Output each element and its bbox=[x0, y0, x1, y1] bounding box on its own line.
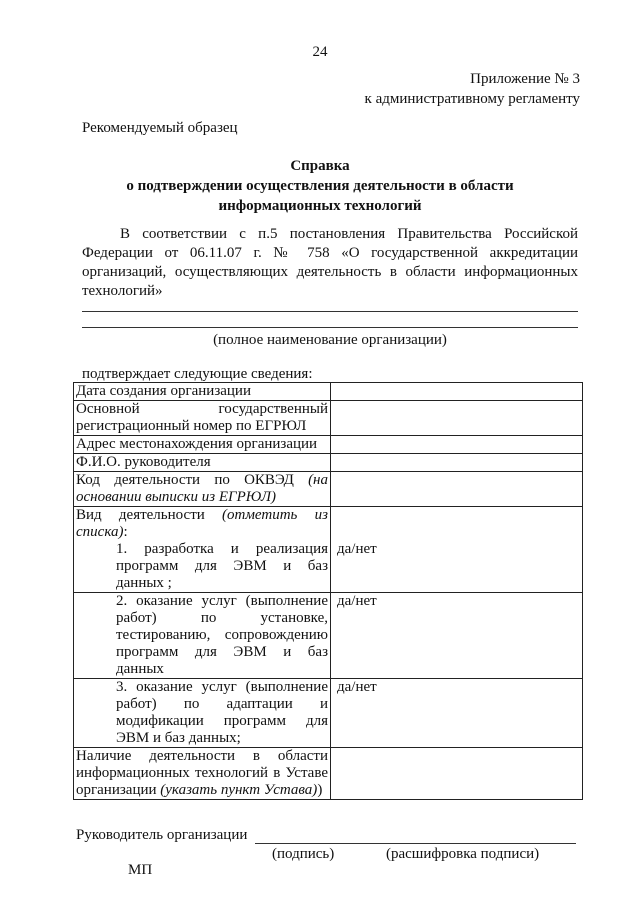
title-line-1: Справка bbox=[290, 158, 350, 174]
document-title bbox=[0, 156, 640, 216]
table-row bbox=[74, 593, 583, 679]
yes-no-2: да/нет bbox=[337, 593, 377, 609]
org-name-caption: (полное наименование организации) bbox=[213, 332, 447, 348]
row-value-director[interactable] bbox=[331, 454, 583, 472]
org-name-line-2[interactable] bbox=[82, 327, 578, 328]
okved-label: Код деятельности по ОКВЭД bbox=[76, 472, 294, 488]
row-label-activity-2 bbox=[74, 593, 331, 679]
row-value-creation-date[interactable] bbox=[331, 383, 583, 401]
okved-note: (на основании выписки из ЕГРЮЛ) bbox=[76, 472, 328, 505]
title-line-2: о подтверждении осуществления деятельности в области bbox=[126, 178, 514, 194]
row-label-activity bbox=[74, 507, 331, 593]
table-row bbox=[74, 748, 583, 800]
table-row bbox=[74, 507, 583, 593]
table-row bbox=[74, 472, 583, 507]
row-label-address: Адрес местонахождения организации bbox=[74, 436, 331, 454]
charter-close: ) bbox=[317, 782, 323, 798]
table-row bbox=[74, 383, 583, 401]
table-row bbox=[74, 401, 583, 436]
row-value-activity-2[interactable] bbox=[331, 593, 583, 679]
row-label-ogrn: Основной государственный регистрационный номер по ЕГРЮЛ bbox=[74, 401, 331, 436]
row-value-activity-1[interactable] bbox=[331, 507, 583, 593]
yes-no-1: да/нет bbox=[337, 541, 377, 557]
appendix-reference: к административному регламенту bbox=[364, 91, 580, 107]
activity-colon: : bbox=[123, 524, 128, 540]
director-signature-label: Руководитель организации bbox=[76, 827, 248, 843]
table-row bbox=[74, 454, 583, 472]
activity-item-3: 3. оказание услуг (выполнение работ) по адаптации и модификации программ для ЭВМ и баз данных; bbox=[116, 679, 328, 746]
row-label-activity-3 bbox=[74, 679, 331, 748]
appendix-number: Приложение № 3 bbox=[470, 71, 580, 87]
row-label-creation-date: Дата создания организации bbox=[74, 383, 331, 401]
signature-caption: (подпись) bbox=[272, 846, 335, 862]
activity-label: Вид деятельности bbox=[76, 507, 205, 523]
activity-header bbox=[76, 507, 328, 541]
signature-decoding-caption: (расшифровка подписи) bbox=[386, 846, 540, 862]
title-line-3: информационных технологий bbox=[218, 198, 422, 214]
row-value-ogrn[interactable] bbox=[331, 401, 583, 436]
confirms-label: подтверждает следующие сведения: bbox=[82, 366, 313, 382]
appendix-header bbox=[365, 69, 580, 109]
info-table bbox=[73, 382, 583, 800]
row-value-charter[interactable] bbox=[331, 748, 583, 800]
stamp-place: МП bbox=[128, 862, 153, 878]
spacer bbox=[333, 507, 580, 541]
org-name-line-1[interactable] bbox=[82, 311, 578, 312]
charter-label: Наличие деятельности в области информационных технологий в Уставе организации bbox=[76, 748, 328, 798]
row-label-okved bbox=[74, 472, 331, 507]
table-row bbox=[74, 679, 583, 748]
signature-line[interactable] bbox=[255, 843, 576, 844]
activity-item-1: 1. разработка и реализация программ для ЭВМ и баз данных ; bbox=[116, 541, 328, 591]
yes-no-3: да/нет bbox=[337, 679, 377, 695]
activity-item-2: 2. оказание услуг (выполнение работ) по установке, тестированию, сопровождению программ для ЭВМ и баз данных bbox=[116, 593, 328, 677]
page-number: 24 bbox=[312, 44, 328, 60]
row-value-okved[interactable] bbox=[331, 472, 583, 507]
intro-paragraph: В соответствии с п.5 постановления Правительства Российской Федерации от 06.11.07 г. № 758 «О государственной аккредитации организаций, осуществляющих деятельность в области информационных технологий» bbox=[82, 226, 578, 299]
activity-note: (отметить из списка) bbox=[76, 507, 328, 540]
row-value-address[interactable] bbox=[331, 436, 583, 454]
charter-note: (указать пункт Устава) bbox=[160, 782, 318, 798]
row-value-activity-3[interactable] bbox=[331, 679, 583, 748]
recommended-sample-label: Рекомендуемый образец bbox=[82, 120, 238, 136]
table-row bbox=[74, 436, 583, 454]
row-label-director: Ф.И.О. руководителя bbox=[74, 454, 331, 472]
row-label-charter bbox=[74, 748, 331, 800]
